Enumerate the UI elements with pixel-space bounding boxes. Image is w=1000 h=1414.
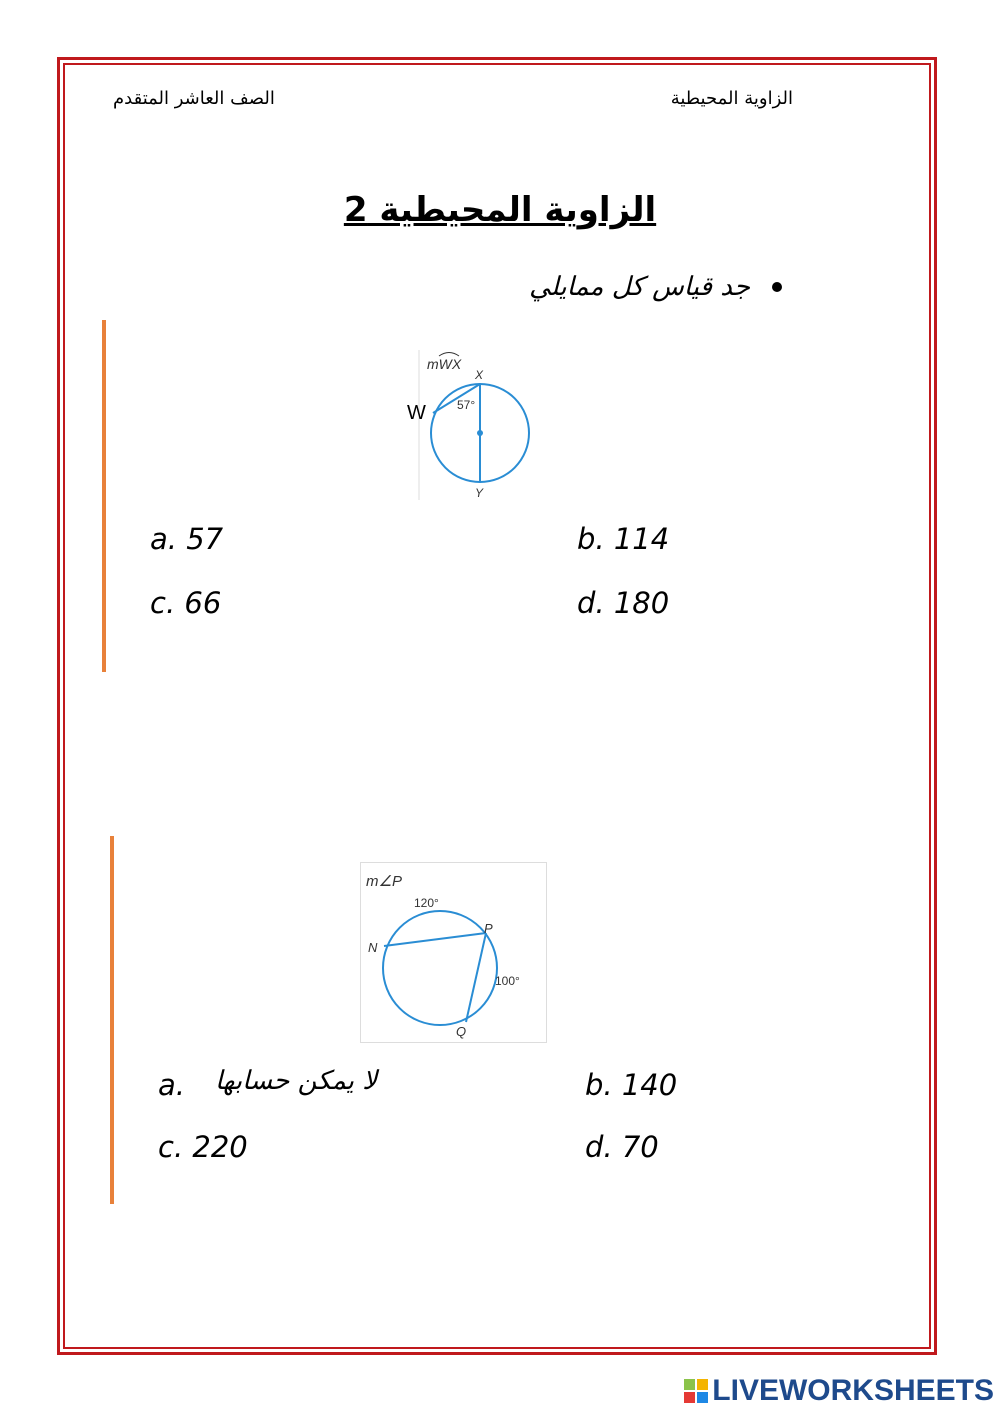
q1-option-c[interactable]: c. 66 (150, 586, 222, 620)
point-w-label: W (407, 402, 426, 424)
arc-right-label: 100° (495, 974, 520, 988)
figure-label: m∠P (366, 873, 402, 890)
point-y-label: Y (475, 486, 484, 500)
point-q-label: Q (456, 1024, 467, 1039)
q2-option-c[interactable]: c. 220 (158, 1130, 248, 1164)
q2-option-a-letter: a. (158, 1068, 185, 1102)
q2-option-b[interactable]: b. 140 (585, 1068, 678, 1102)
circle-outline (383, 911, 497, 1025)
figure-label: mWX (427, 356, 462, 372)
question1-accent-bar (102, 320, 106, 672)
logo-text: LIVEWORKSHEETS (712, 1374, 994, 1407)
question1-figure (407, 345, 540, 505)
point-n-label: N (368, 940, 378, 955)
point-p-label: P (484, 921, 493, 936)
chord-np (384, 933, 486, 946)
q1-option-d[interactable]: d. 180 (577, 586, 670, 620)
instruction-row (529, 272, 782, 302)
header-grade: الصف العاشر المتقدم (113, 88, 275, 109)
question2-accent-bar (110, 836, 114, 1204)
q2-option-a[interactable] (158, 1068, 185, 1102)
point-x-label: X (475, 368, 484, 382)
arc-top-label: 120° (414, 896, 439, 910)
chord-pq (466, 933, 486, 1022)
q1-option-a[interactable]: a. 57 (150, 522, 224, 556)
worksheet-title: الزاوية المحيطية 2 (343, 190, 657, 230)
q2-option-d[interactable]: d. 70 (585, 1130, 659, 1164)
header-topic: الزاوية المحيطية (670, 88, 793, 109)
bullet-icon (772, 282, 782, 292)
question2-figure (360, 862, 548, 1044)
instruction-text: جد قياس كل ممايلي (529, 272, 750, 302)
q2-option-a-text: لا يمكن حسابها (215, 1066, 378, 1096)
angle-label: 57° (457, 398, 476, 412)
logo-icon (684, 1379, 708, 1403)
center-point (477, 430, 483, 436)
q1-option-b[interactable]: b. 114 (577, 522, 670, 556)
liveworksheets-logo (684, 1374, 994, 1408)
